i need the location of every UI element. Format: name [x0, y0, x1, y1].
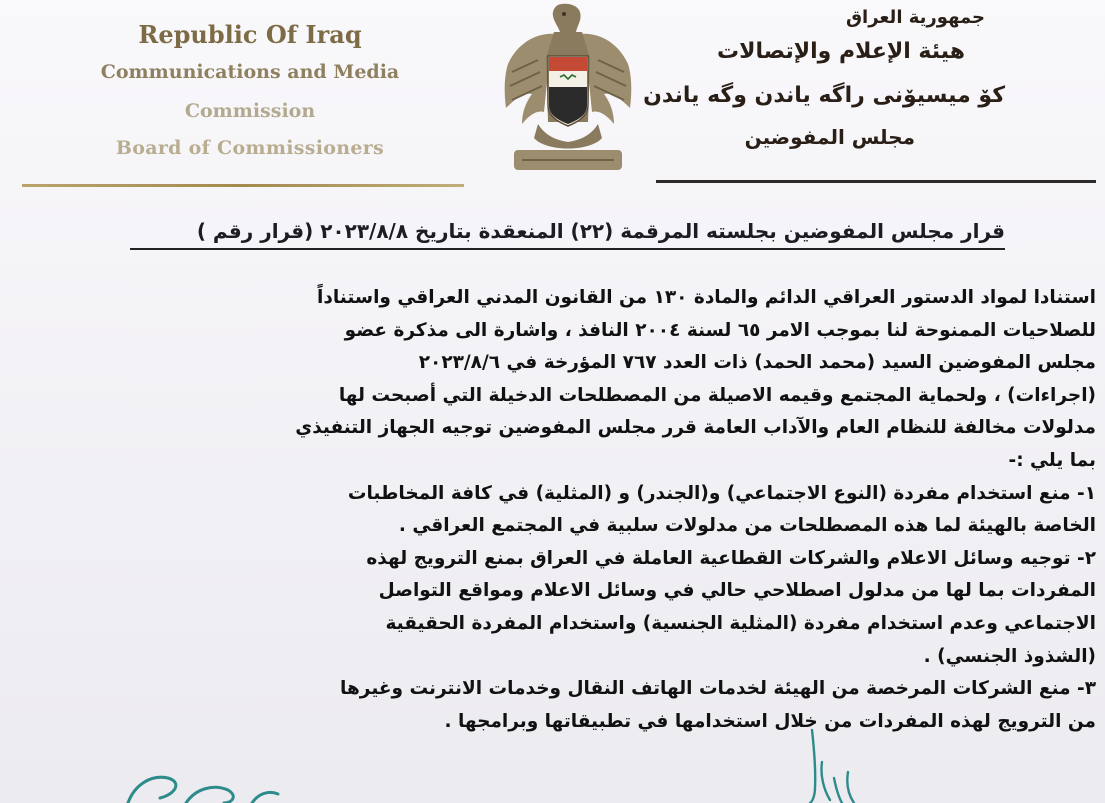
body-line: المفردات بما لها من مدلول اصطلاحي حالي في وسائل الاعلام ومواقع التواصل [378, 580, 1096, 602]
header-divider-gold [22, 184, 464, 187]
arabic-country: جمهورية العراق [845, 7, 985, 28]
body-line: (الشذوذ الجنسي) . [923, 645, 1096, 667]
kurdish-authority: كۆ ميسيۆنی راگه یاندن وگه یاندن [643, 83, 1005, 108]
decision-title: قرار مجلس المفوضين بجلسته المرقمة (٢٢) المنعقدة بتاريخ ٢٠٢٣/٨/٨ (قرار رقم ) [130, 216, 1005, 250]
body-line: استنادا لمواد الدستور العراقي الدائم والمادة ١٣٠ من القانون المدني العراقي واستناداً [317, 287, 1096, 308]
body-line: ٢- توجيه وسائل الاعلام والشركات القطاعية العاملة في العراق بمنع الترويج لهذه [366, 547, 1096, 569]
body-line: الاجتماعي وعدم استخدام مفردة (المثلية الجنسية) واستخدام المفردة الحقيقية [385, 612, 1096, 634]
body-line: بما يلي :- [1008, 449, 1096, 471]
arabic-letterhead [640, 4, 1020, 154]
english-authority-cont: Commission [184, 100, 316, 122]
english-country: Republic Of Iraq [138, 20, 362, 49]
body-line: مجلس المفوضين السيد (محمد الحمد) ذات العدد ٧٦٧ المؤرخة في ٢٠٢٣/٨/٦ [418, 352, 1096, 374]
decision-body [22, 282, 1096, 738]
body-line: مدلولات مخالفة للنظام العام والآداب العامة قرر مجلس المفوضين توجيه الجهاز التنفيذي [295, 417, 1096, 439]
body-line: للصلاحيات الممنوحة لنا بموجب الامر ٦٥ لسنة ٢٠٠٤ النافذ ، واشارة الى مذكرة عضو [344, 319, 1096, 341]
english-letterhead [40, 18, 460, 166]
arabic-authority: هيئة الإعلام والإتصالات [717, 39, 965, 64]
body-line: الخاصة بالهيئة لما هذه المصطلحات من مدلولات سلبية في المجتمع العراقي . [398, 515, 1096, 537]
header-divider-dark [656, 180, 1096, 183]
signature-icon [0, 728, 1105, 803]
body-line: (اجراءات) ، ولحماية المجتمع وقيمه الاصيلة من المصطلحات الدخيلة التي أصبحت لها [338, 384, 1096, 406]
eagle-emblem-icon [498, 2, 638, 180]
body-line: من الترويج لهذه المفردات من خلال استخدامها في تطبيقاتها وبرامجها . [444, 710, 1096, 732]
body-line: ٣- منع الشركات المرخصة من الهيئة لخدمات الهاتف النقال وخدمات الانترنت وغيرها [340, 678, 1096, 700]
english-board: Board of Commissioners [115, 137, 385, 159]
english-authority: Communications and Media [100, 61, 400, 83]
body-line: ١- منع استخدام مفردة (النوع الاجتماعي) و(الجندر) و (المثلية) في كافة المخاطبات [347, 482, 1096, 504]
arabic-board: مجلس المفوضين [744, 125, 915, 149]
